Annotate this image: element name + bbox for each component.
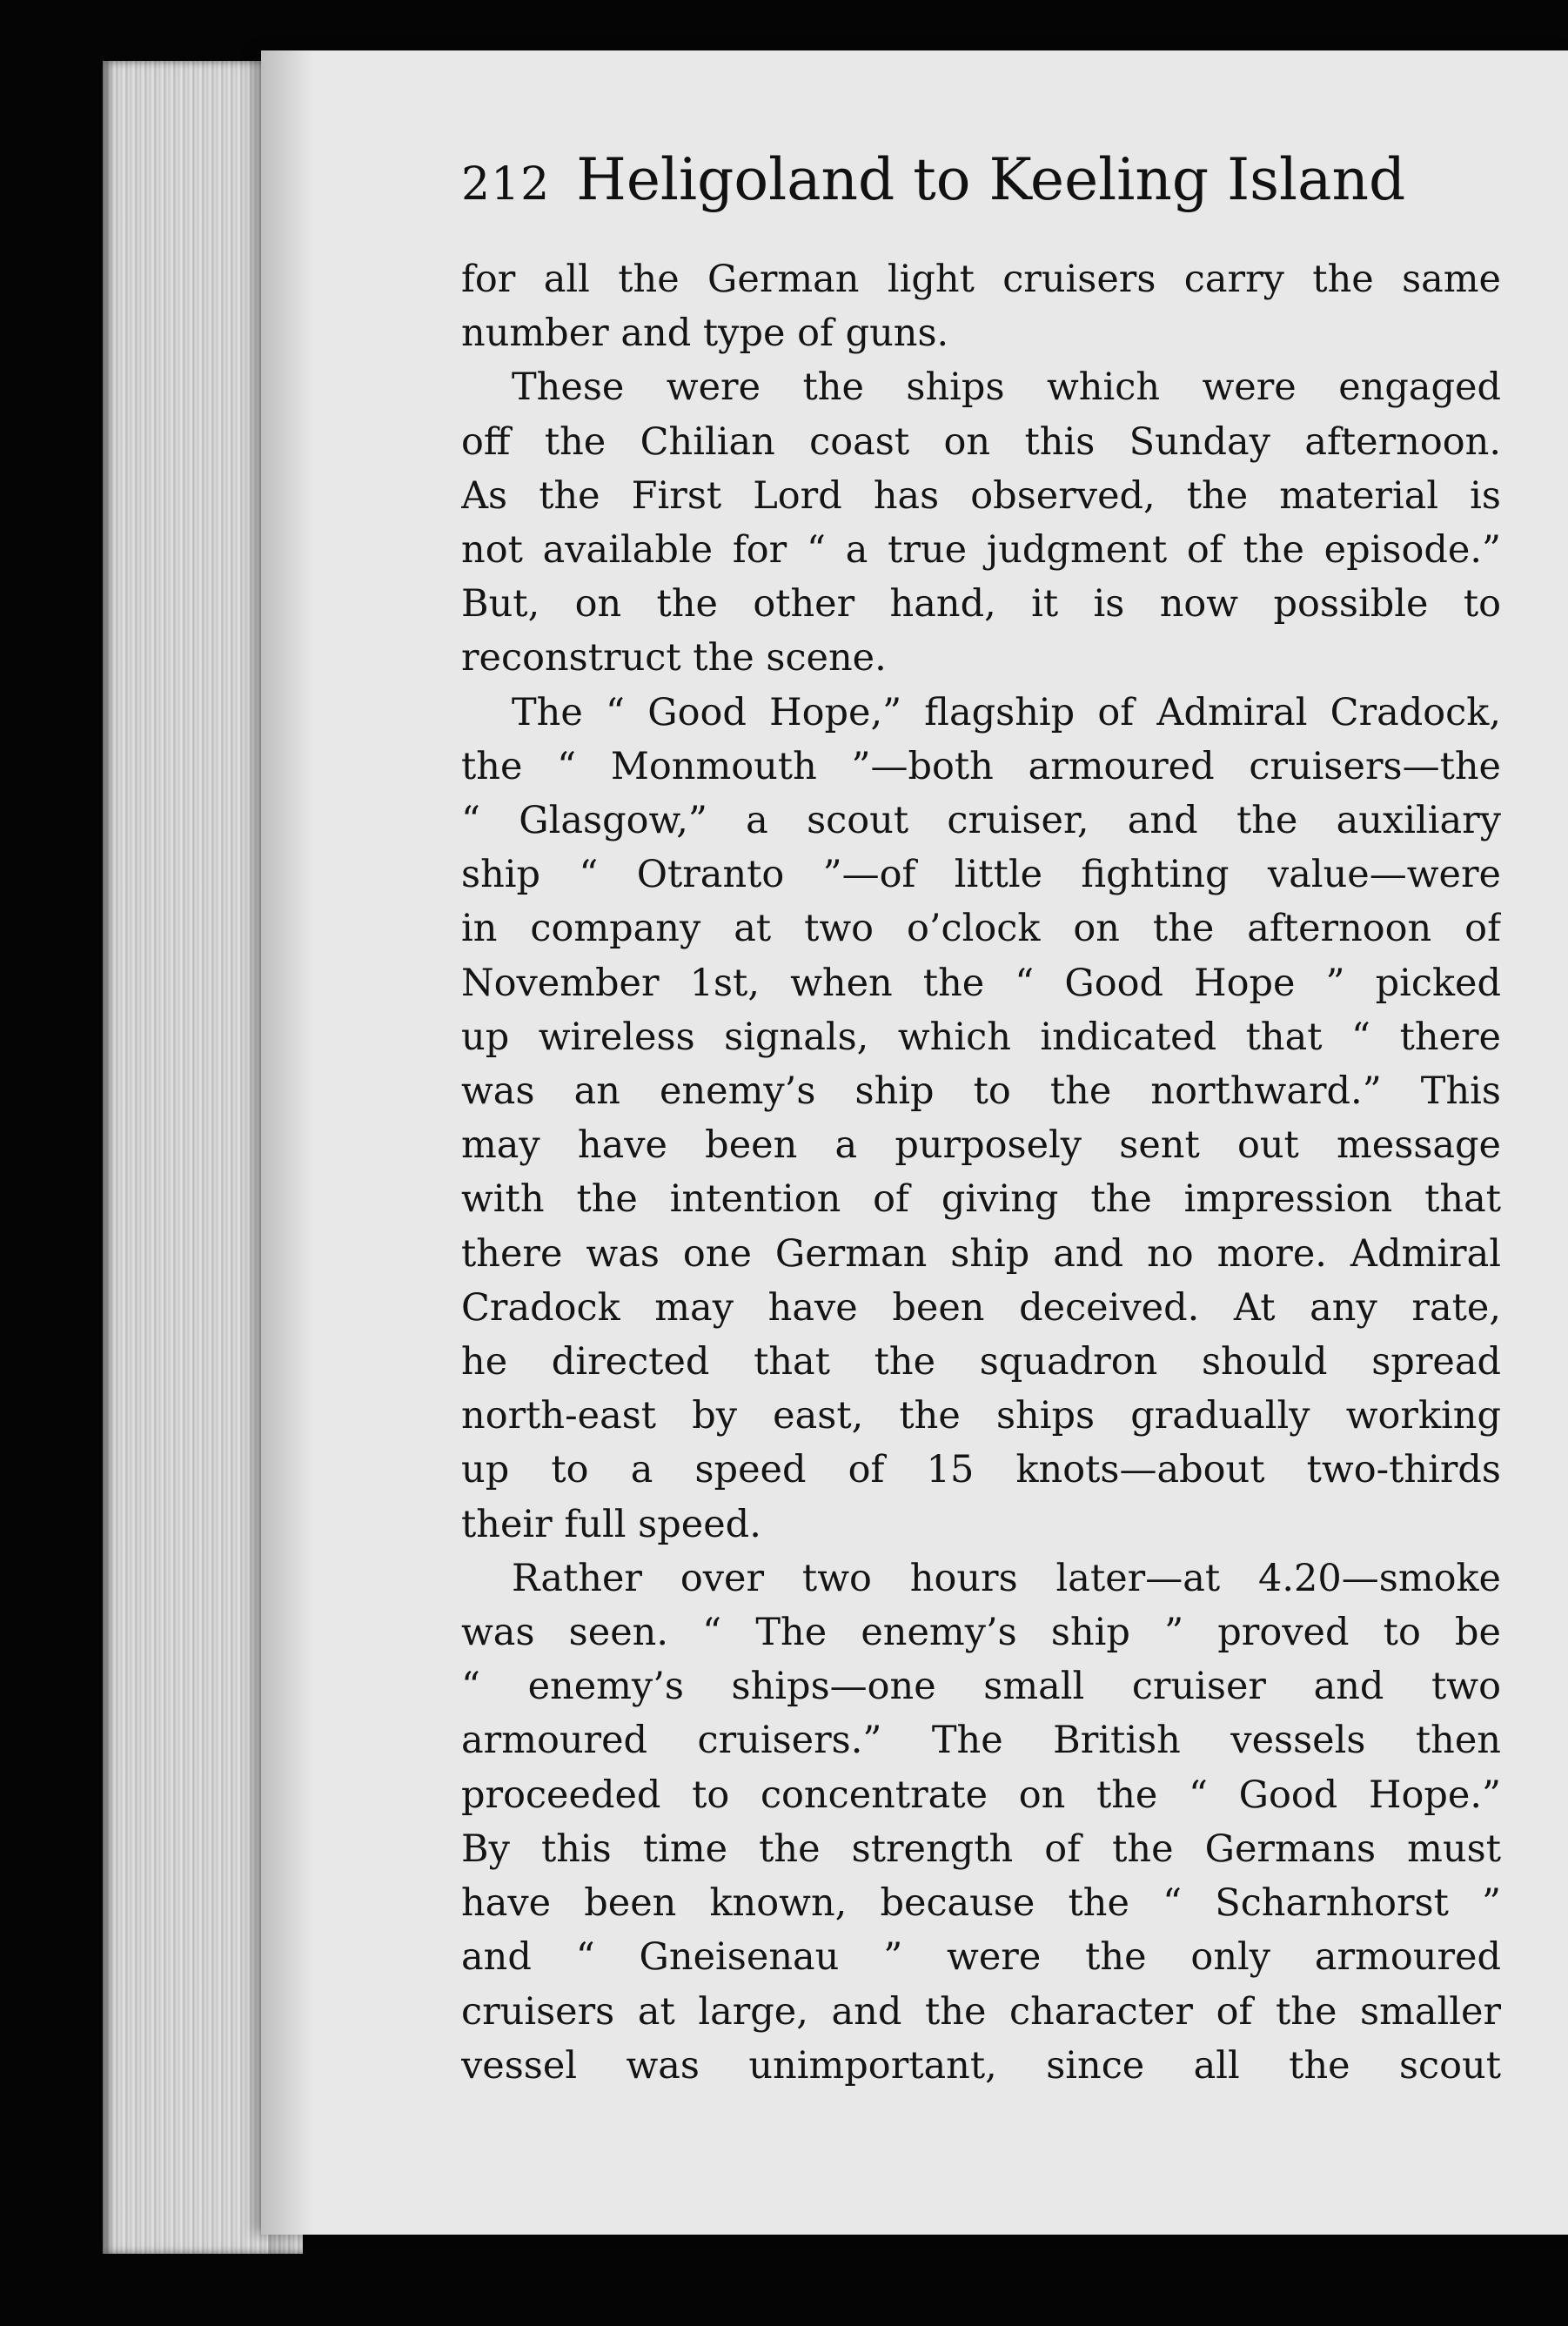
page-header bbox=[461, 146, 1568, 213]
text-line: Cradock may have been deceived. At any rate, bbox=[461, 1285, 1501, 1330]
text-line: November 1st, when the “ Good Hope ” picked bbox=[461, 961, 1501, 1005]
text-line: vessel was unimportant, since all the scout bbox=[461, 2043, 1501, 2088]
text-line: for all the German light cruisers carry the same bbox=[461, 258, 1501, 301]
text-line: and “ Gneisenau ” were the only armoured bbox=[461, 1935, 1501, 1980]
text-line: armoured cruisers.” The British vessels then bbox=[461, 1719, 1501, 1763]
book-page bbox=[261, 50, 1568, 2235]
text-line: reconstruct the scene. bbox=[461, 636, 887, 680]
text-line: off the Chilian coast on this Sunday afternoon. bbox=[461, 419, 1501, 464]
text-line: “ Glasgow,” a scout cruiser, and the auxiliary bbox=[461, 799, 1501, 843]
text-line: in company at two o’clock on the afternoon of bbox=[461, 907, 1501, 951]
text-line: up wireless signals, which indicated that “ there bbox=[461, 1015, 1501, 1059]
text-line: By this time the strength of the Germans must bbox=[461, 1827, 1501, 1871]
text-line: north-east by east, the ships gradually working bbox=[461, 1394, 1501, 1438]
page-number: 212 bbox=[461, 158, 551, 211]
text-line: the “ Monmouth ”—both armoured cruisers—the bbox=[461, 744, 1501, 788]
text-line: have been known, because the “ Scharnhorst ” bbox=[461, 1881, 1501, 1926]
text-line: The “ Good Hope,” flagship of Admiral Cradock, bbox=[512, 690, 1501, 734]
body-text bbox=[461, 252, 1501, 2093]
text-line: Rather over two hours later—at 4.20—smoke bbox=[512, 1556, 1501, 1600]
text-line: up to a speed of 15 knots—about two-thirds bbox=[461, 1448, 1501, 1492]
text-line: proceeded to concentrate on the “ Good Hope.” bbox=[461, 1773, 1501, 1817]
paragraph bbox=[461, 686, 1501, 1552]
text-line: there was one German ship and no more. Admiral bbox=[461, 1231, 1501, 1276]
text-line: ship “ Otranto ”—of little fighting value—were bbox=[461, 853, 1501, 897]
paragraph bbox=[461, 252, 1501, 360]
text-line: was an enemy’s ship to the northward.” This bbox=[461, 1069, 1501, 1114]
text-line: cruisers at large, and the character of the smaller bbox=[461, 1989, 1501, 2034]
text-line: he directed that the squadron should spread bbox=[461, 1340, 1501, 1384]
running-title: Heligoland to Keeling Island bbox=[576, 146, 1406, 213]
text-line: their full speed. bbox=[461, 1502, 761, 1546]
text-line: with the intention of giving the impression that bbox=[461, 1177, 1501, 1222]
paragraph bbox=[461, 1552, 1501, 2093]
text-line: not available for “ a true judgment of the episode.” bbox=[461, 528, 1501, 573]
text-line: was seen. “ The enemy’s ship ” proved to be bbox=[461, 1611, 1501, 1655]
text-line: number and type of guns. bbox=[461, 312, 949, 356]
text-line: But, on the other hand, it is now possible to bbox=[461, 582, 1501, 627]
text-line: These were the ships which were engaged bbox=[512, 365, 1501, 410]
text-line: As the First Lord has observed, the material is bbox=[461, 473, 1501, 518]
text-line: “ enemy’s ships—one small cruiser and two bbox=[461, 1665, 1501, 1709]
paragraph bbox=[461, 360, 1501, 685]
text-line: may have been a purposely sent out message bbox=[461, 1123, 1501, 1168]
